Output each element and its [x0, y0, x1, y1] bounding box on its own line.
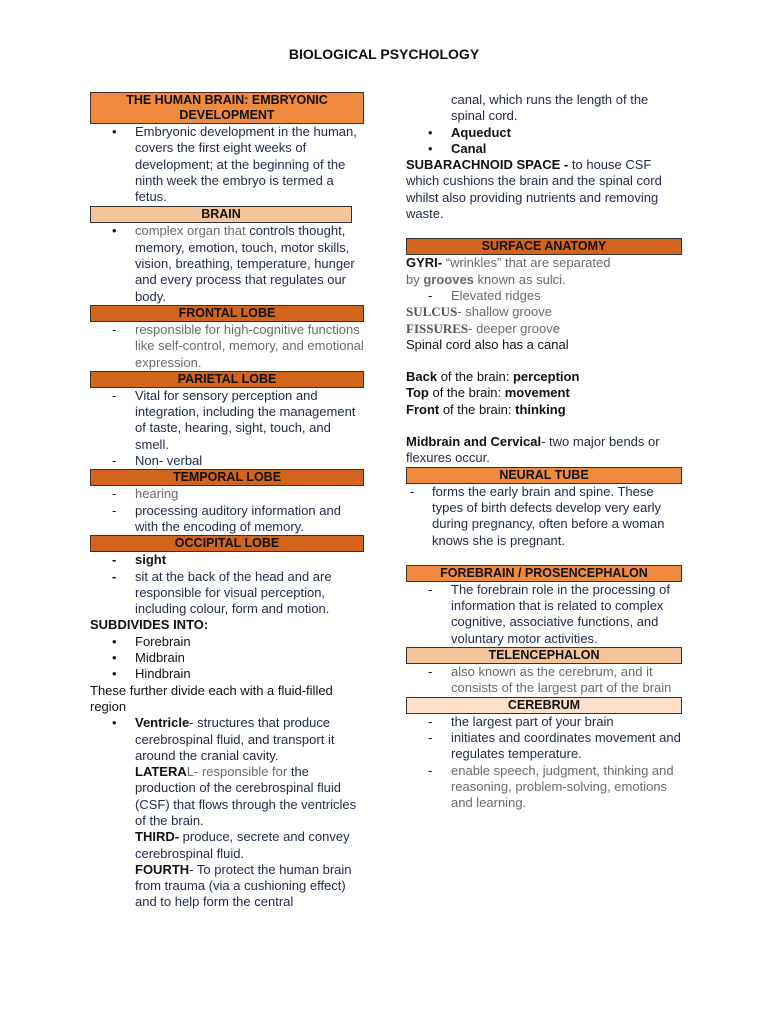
- midbrain-line: Midbrain and Cervical- two major bends or flexures occur.: [406, 434, 660, 466]
- section-header-occipital-lobe: OCCIPITAL LOBE: [90, 535, 364, 552]
- fissures-line: FISSURES- deeper groove: [406, 320, 560, 336]
- section-header-forebrain: FOREBRAIN / PROSENCEPHALON: [406, 565, 682, 582]
- dash-icon: -: [112, 502, 117, 518]
- dash-icon: -: [428, 713, 433, 729]
- section-header-surface-anatomy: SURFACE ANATOMY: [406, 238, 682, 255]
- section-header-neural-tube: NEURAL TUBE: [406, 467, 682, 484]
- subdivides-heading: SUBDIVIDES INTO:: [90, 617, 209, 633]
- list-item-continuation: canal, which runs the length of the spinal cord.: [451, 92, 649, 124]
- list-item: • Aqueduct: [428, 124, 511, 140]
- left-column: [90, 92, 364, 911]
- bullet-icon: •: [112, 650, 117, 666]
- right-column: [406, 92, 682, 811]
- list-item: - Elevated ridges: [428, 287, 541, 303]
- dash-icon: -: [428, 581, 433, 597]
- section-header-frontal-lobe: FRONTAL LOBE: [90, 305, 364, 322]
- front-line: Front of the brain: thinking: [406, 401, 566, 417]
- list-item: • complex organ that controls thought, memory, emotion, touch, motor skills, vision, breathing, temperature, hunger and every process that regulates our body.: [112, 223, 355, 304]
- gyri-line-2: by grooves known as sulci.: [406, 271, 566, 287]
- sulcus-line: SULCUS- shallow groove: [406, 304, 552, 320]
- list-item: - forms the early brain and spine. These types of birth defects develop very early during pregnancy, often before a woman knows she is pregnant.: [410, 483, 665, 548]
- section-header-embryonic: THE HUMAN BRAIN: EMBRYONIC DEVELOPMENT: [90, 92, 364, 124]
- list-item: • Ventricle- structures that produce cerebrospinal fluid, and transport it around the cranial cavity.: [112, 715, 335, 763]
- dash-icon: -: [428, 762, 433, 778]
- list-item: - sit at the back of the head and are responsible for visual perception, including colour, form and motion.: [112, 568, 332, 617]
- spinal-canal-line: Spinal cord also has a canal: [406, 336, 569, 352]
- dash-icon: -: [112, 568, 117, 584]
- list-item: • Hindbrain: [112, 666, 191, 682]
- dash-icon: -: [428, 664, 433, 680]
- bullet-icon: •: [112, 124, 117, 139]
- list-item: - hearing: [112, 486, 179, 502]
- list-item: - responsible for high-cognitive functions like self-control, memory, and emotional expression.: [112, 321, 364, 370]
- bullet-icon: •: [112, 666, 117, 682]
- list-item: - sight: [112, 552, 167, 568]
- list-item-third: THIRD- produce, secrete and convey cerebrospinal fluid.: [135, 829, 350, 861]
- list-item: • Forebrain: [112, 633, 191, 649]
- dash-icon: -: [410, 483, 415, 499]
- bullet-icon: •: [112, 633, 117, 649]
- page-title: BIOLOGICAL PSYCHOLOGY: [288, 46, 480, 62]
- back-line: Back of the brain: perception: [406, 369, 580, 385]
- list-item: - The forebrain role in the processing of information that is related to complex cognitive, associative functions, and voluntary motor activities.: [428, 581, 670, 646]
- section-header-brain: BRAIN: [90, 206, 352, 223]
- list-item: - also known as the cerebrum, and it consists of the largest part of the brain: [428, 664, 672, 696]
- dash-icon: -: [112, 453, 117, 469]
- bullet-icon: •: [428, 124, 433, 140]
- section-header-telencephalon: TELENCEPHALON: [406, 647, 682, 664]
- bullet-icon: •: [428, 140, 433, 156]
- list-item: - initiates and coordinates movement and regulates temperature.: [428, 729, 681, 762]
- list-item: • Midbrain: [112, 650, 185, 666]
- list-item: - processing auditory information and with the encoding of memory.: [112, 502, 341, 534]
- dash-icon: -: [112, 387, 117, 403]
- list-item: • Canal: [428, 140, 487, 156]
- list-item-fourth: FOURTH- To protect the human brain from trauma (via a cushioning effect) and to help form the central: [135, 861, 352, 910]
- bullet-icon: •: [112, 715, 117, 731]
- list-item: - the largest part of your brain: [428, 713, 614, 729]
- dash-icon: -: [112, 552, 117, 568]
- bullet-icon: •: [112, 223, 117, 239]
- gyri-line: GYRI- “wrinkles” that are separated: [406, 255, 611, 271]
- list-item: - enable speech, judgment, thinking and reasoning, problem-solving, emotions and learning.: [428, 762, 674, 811]
- list-item: - Vital for sensory perception and integration, including the management of taste, hearing, sight, touch, and smell.: [112, 387, 356, 452]
- dash-icon: -: [428, 287, 433, 303]
- section-header-temporal-lobe: TEMPORAL LOBE: [90, 469, 364, 486]
- section-header-cerebrum: CEREBRUM: [406, 697, 682, 714]
- subarachnoid-text: SUBARACHNOID SPACE - to house CSF which cushions the brain and the spinal cord whilst also providing nutrients and removing waste.: [406, 157, 662, 222]
- list-item: - Non- verbal: [112, 453, 203, 469]
- top-line: Top of the brain: movement: [406, 385, 570, 401]
- dash-icon: -: [112, 486, 117, 502]
- list-item-lateral: LATERAL- responsible for the production of the cerebrospinal fluid (CSF) that flows through the ventricles of the brain.: [135, 764, 357, 828]
- section-header-parietal-lobe: PARIETAL LOBE: [90, 371, 364, 388]
- dash-icon: -: [428, 729, 433, 745]
- dash-icon: -: [112, 321, 117, 337]
- fluid-text: These further divide each with a fluid-filled region: [90, 682, 333, 714]
- list-item: • Embryonic development in the human, covers the first eight weeks of development; at the beginning of the ninth week the embryo is termed a fetus.: [112, 124, 357, 205]
